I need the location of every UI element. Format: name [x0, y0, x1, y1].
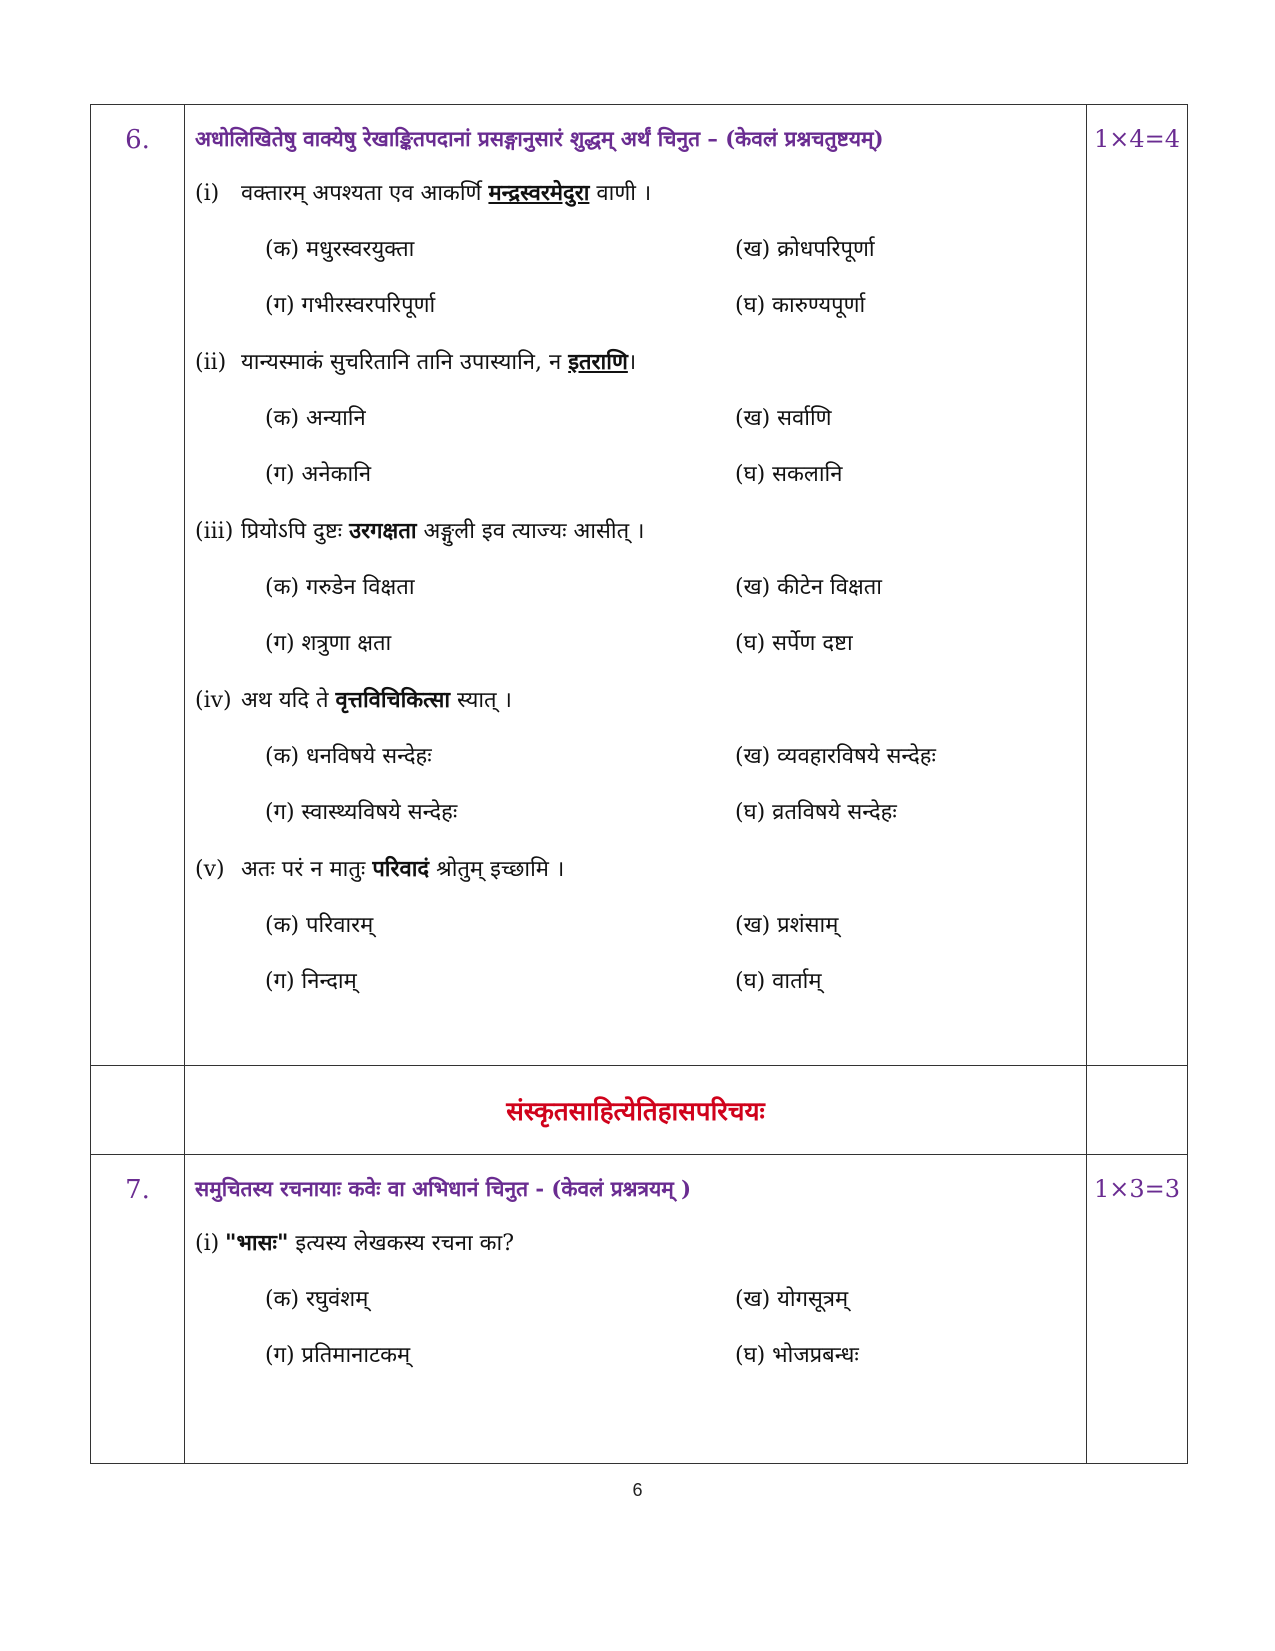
bold-word: वृत्तविचिकित्सा	[335, 687, 451, 713]
question-heading: समुचितस्य रचनायाः कवेः वा अभिधानं चिनुत - (केवलं प्रश्नत्रयम् )	[195, 1176, 692, 1201]
option: (ग) गभीरस्वरपरिपूर्णा	[265, 293, 436, 318]
sub-question-label: (i)	[195, 181, 220, 206]
option: (ख) सर्वाणि	[735, 406, 832, 431]
option: (क) धनविषये सन्देहः	[265, 744, 432, 769]
question-6-row	[91, 105, 1188, 1066]
options-i	[265, 1282, 1076, 1374]
option: (घ) व्रतविषये सन्देहः	[735, 800, 897, 825]
option: (ग) अनेकानि	[265, 462, 372, 487]
underlined-word: मन्द्रस्वरमेदुरा	[488, 180, 590, 206]
sub-question-label: (ii)	[195, 350, 227, 375]
sub-question-label: (v)	[195, 857, 225, 882]
section-row	[91, 1066, 1188, 1155]
option: (घ) सर्पेण दष्टा	[735, 631, 853, 656]
sentence-text: अथ यदि ते	[241, 688, 336, 713]
option: (ख) प्रशंसाम्	[735, 913, 839, 938]
option: (ख) योगसूत्रम्	[735, 1287, 849, 1312]
options-ii	[265, 401, 1076, 493]
option: (क) मधुरस्वरयुक्ता	[265, 237, 415, 262]
options-iv	[265, 739, 1076, 831]
sentence-text: श्रोतुम् इच्छामि ।	[429, 857, 565, 882]
question-heading: अधोलिखितेषु वाक्येषु रेखाङ्कितपदानां प्रसङ्गानुसारं शुद्धम् अर्थं चिनुत – (केवलं प्रश्नचतुष्टयम्)	[195, 126, 884, 151]
option: (घ) भोजप्रबन्धः	[735, 1343, 859, 1368]
question-6-body	[185, 105, 1087, 1066]
option: (ख) क्रोधपरिपूर्णा	[735, 237, 875, 262]
question-7-body	[185, 1155, 1087, 1464]
option: (क) रघुवंशम्	[265, 1287, 369, 1312]
sub-question-label: (iii)	[195, 519, 234, 544]
empty-cell	[1087, 1066, 1188, 1155]
option: (ख) कीटेन विक्षता	[735, 575, 882, 600]
sentence-text: यान्यस्माकं सुचरितानि तानि उपास्यानि, न	[241, 350, 569, 375]
options-iii	[265, 570, 1076, 662]
bold-word: उरगक्षता	[349, 518, 417, 544]
question-table	[90, 104, 1188, 1464]
bold-word: "भासः"	[225, 1230, 289, 1256]
sub-question-label: (i)	[195, 1231, 220, 1256]
sub-question-iii	[195, 513, 1076, 550]
option: (क) गरुडेन विक्षता	[265, 575, 415, 600]
option: (क) परिवारम्	[265, 913, 374, 938]
section-title: संस्कृतसाहित्येतिहासपरिचयः	[185, 1066, 1087, 1155]
sentence-text: वाणी ।	[589, 181, 652, 206]
option: (घ) सकलानि	[735, 462, 843, 487]
options-i	[265, 232, 1076, 324]
sub-question-v	[195, 851, 1076, 888]
sub-question-iv	[195, 682, 1076, 719]
marks-cell: 1×3=3	[1087, 1155, 1188, 1464]
question-7-row	[91, 1155, 1188, 1464]
page-number: 6	[632, 1480, 643, 1500]
question-number: 7.	[91, 1155, 185, 1464]
option: (क) अन्यानि	[265, 406, 366, 431]
option: (ग) स्वास्थ्यविषये सन्देहः	[265, 800, 458, 825]
question-number: 6.	[91, 105, 185, 1066]
option: (ग) शत्रुणा क्षता	[265, 631, 392, 656]
option: (घ) कारुण्यपूर्णा	[735, 293, 866, 318]
sub-question-label: (iv)	[195, 688, 232, 713]
option: (ग) निन्दाम्	[265, 969, 357, 994]
marks-cell: 1×4=4	[1087, 105, 1188, 1066]
option: (घ) वार्ताम्	[735, 969, 822, 994]
sentence-text: प्रियोऽपि दुष्टः	[241, 519, 350, 544]
sub-question-i	[195, 1225, 1076, 1262]
option: (ख) व्यवहारविषये सन्देहः	[735, 744, 936, 769]
sub-question-i	[195, 175, 1076, 212]
options-v	[265, 908, 1076, 1000]
empty-cell	[91, 1066, 185, 1155]
option: (ग) प्रतिमानाटकम्	[265, 1343, 411, 1368]
sentence-text: अतः परं न मातुः	[241, 857, 373, 882]
underlined-word: इतराणि	[568, 349, 628, 375]
sentence-text: ।	[627, 350, 637, 375]
bold-word: परिवादं	[372, 856, 430, 882]
sentence-text: इत्यस्य लेखकस्य रचना का?	[288, 1231, 515, 1256]
sub-question-ii	[195, 344, 1076, 381]
sentence-text: स्यात् ।	[450, 688, 512, 713]
sentence-text: वक्तारम् अपश्यता एव आकर्णि	[241, 181, 489, 206]
sentence-text: अङ्गुली इव त्याज्यः आसीत् ।	[416, 519, 645, 544]
